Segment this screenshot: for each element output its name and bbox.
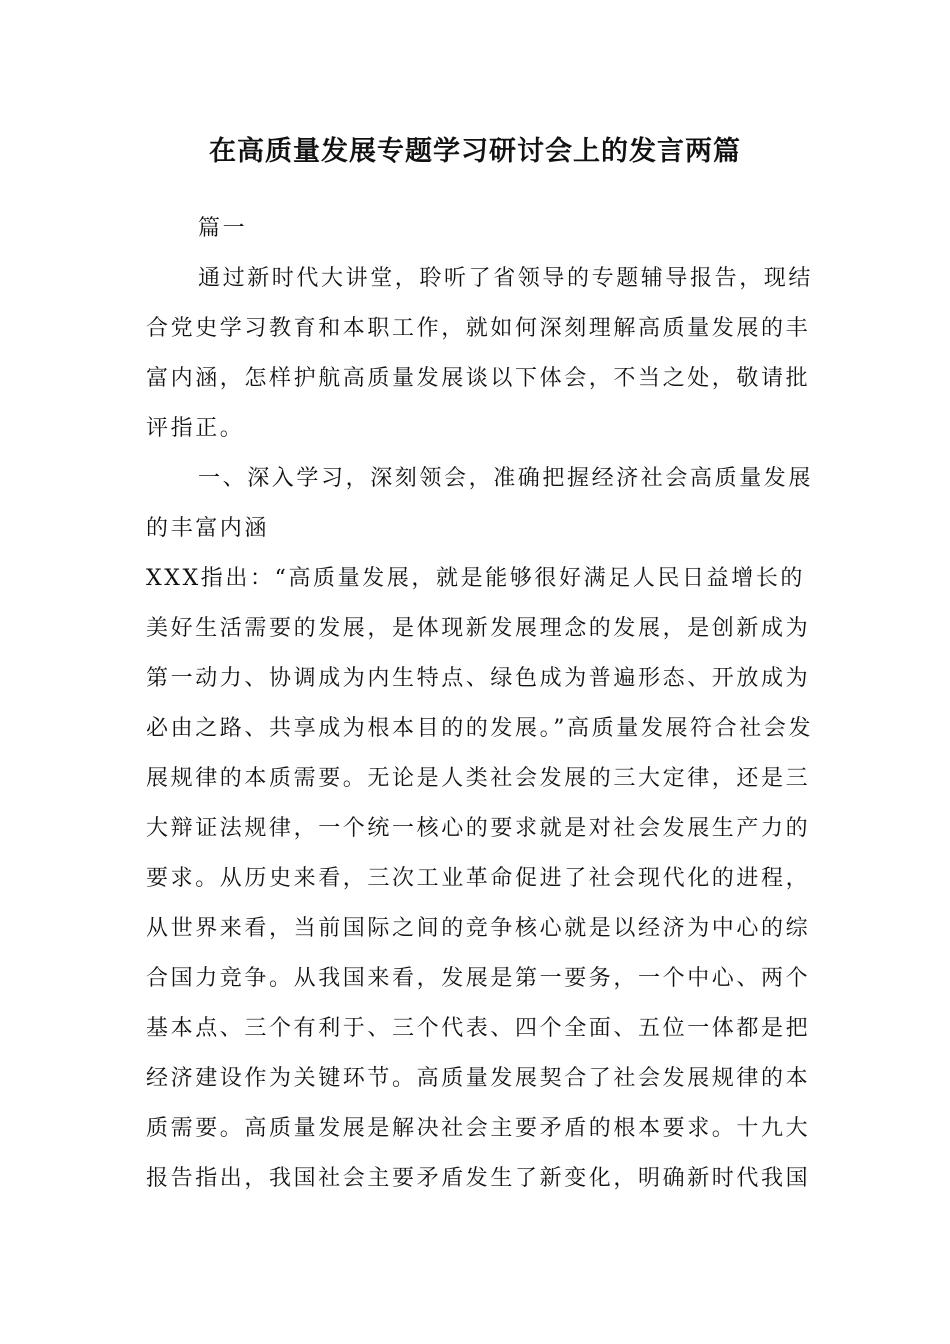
document-body — [146, 204, 826, 1204]
intro-paragraph: 通过新时代大讲堂，聆听了省领导的专题辅导报告，现结合党史学习教育和本职工作，就如何深刻理解高质量发展的丰富内涵，怎样护航高质量发展谈以下体会，不当之处，敬请批评指正。 — [146, 266, 814, 441]
section-heading: 一、深入学习，深刻领会，准确把握经济社会高质量发展的丰富内涵 — [146, 466, 814, 541]
section-label: 篇一 — [198, 216, 248, 241]
document-title: 在高质量发展专题学习研讨会上的发言两篇 — [209, 136, 741, 167]
body-paragraph: XXX指出：“高质量发展，就是能够很好满足人民日益增长的美好生活需要的发展，是体现新发展理念的发展，是创新成为第一动力、协调成为内生特点、绿色成为普遍形态、开放成为必由之路、共享成为根本目的的发展。”高质量发展符合社会发展规律的本质需要。无论是人类社会发展的三大定律，还是三大辩证法规律，一个统一核心的要求就是对社会发展生产力的要求。从历史来看，三次工业革命促进了社会现代化的进程，从世界来看，当前国际之间的竞争核心就是以经济为中心的综合国力竞争。从我国来看，发展是第一要务，一个中心、两个基本点、三个有利于、三个代表、四个全面、五位一体都是把经济建设作为关键环节。高质量发展契合了社会发展规律的本质需要。高质量发展是解决社会主要矛盾的根本要求。十九大报告指出，我国社会主要矛盾发生了新变化，明确新时代我国 — [146, 566, 814, 1191]
